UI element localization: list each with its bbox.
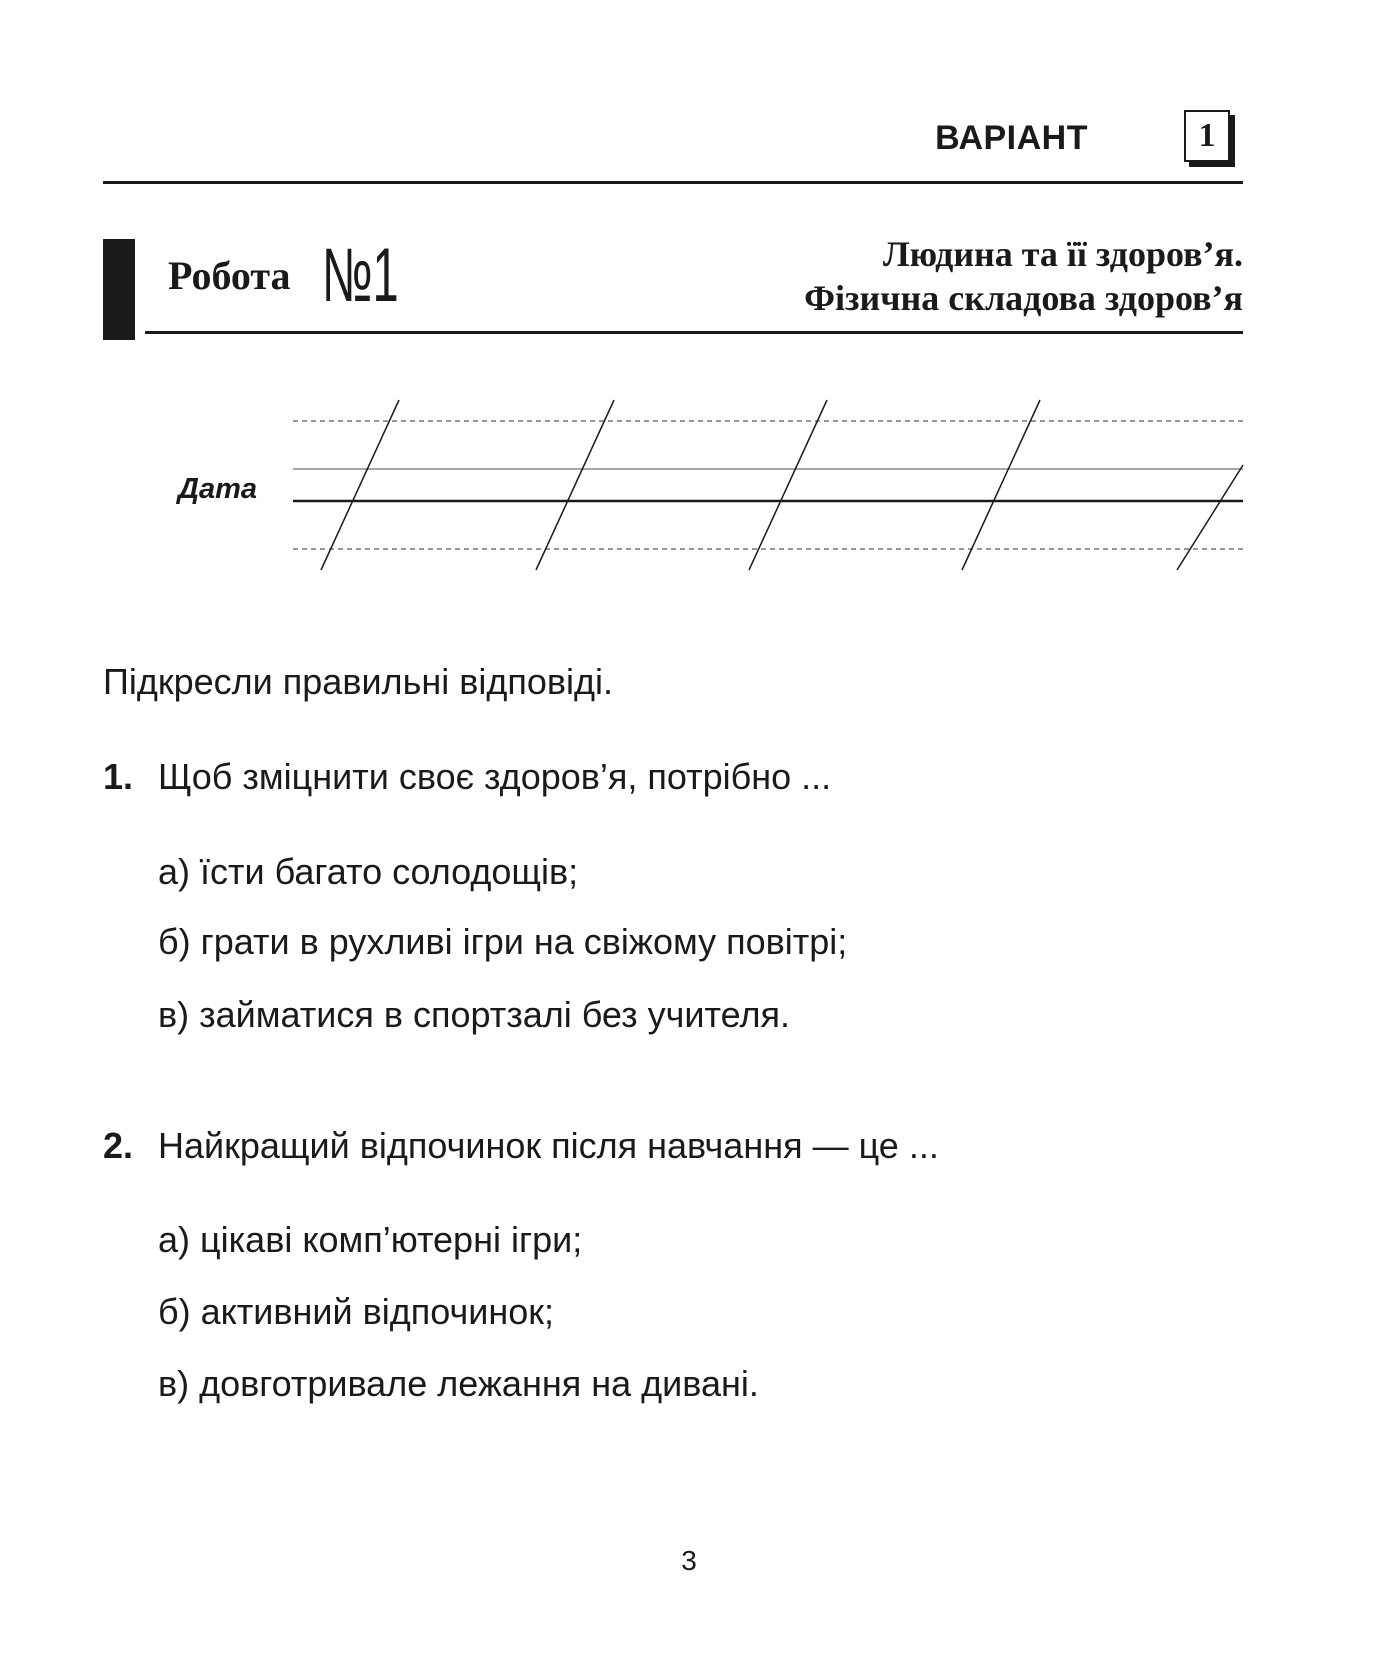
topic-line-2: Фізична складова здоров’я — [804, 278, 1243, 318]
question-number: 2. — [103, 1125, 134, 1166]
answer-option[interactable]: в) довготривале лежання на дивані. — [158, 1363, 759, 1404]
variant-number-box: 1 — [1184, 110, 1230, 162]
instruction: Підкресли правильні відповіді. — [103, 661, 613, 702]
page-number: 3 — [681, 1545, 697, 1576]
slant-line-2 — [536, 400, 614, 570]
question-number: 1. — [103, 756, 134, 797]
topic-line-1: Людина та її здоров’я. — [882, 234, 1243, 274]
variant-label: ВАРІАНТ — [935, 119, 1088, 157]
work-number: №1 — [322, 233, 399, 318]
answer-option[interactable]: б) активний відпочинок; — [158, 1291, 554, 1332]
question-2 — [103, 1124, 939, 1168]
question-text: Щоб зміцнити своє здоров’я, потрібно ... — [158, 756, 832, 797]
answer-option[interactable]: а) їсти багато солодощів; — [158, 851, 579, 892]
work-title: Робота — [168, 253, 291, 298]
question-text: Найкращий відпочинок після навчання — це ... — [158, 1125, 939, 1166]
date-label: Дата — [178, 473, 257, 505]
slant-line-5 — [1177, 465, 1243, 570]
date-writing-lines — [0, 0, 1378, 600]
answer-option[interactable]: а) цікаві комп’ютерні ігри; — [158, 1219, 583, 1260]
slant-line-3 — [749, 400, 827, 570]
answer-option[interactable]: б) грати в рухливі ігри на свіжому повітрі; — [158, 921, 848, 962]
slant-line-1 — [321, 400, 399, 570]
question-1 — [103, 755, 831, 799]
answer-option[interactable]: в) займатися в спортзалі без учителя. — [158, 994, 790, 1035]
slant-line-4 — [962, 400, 1040, 570]
